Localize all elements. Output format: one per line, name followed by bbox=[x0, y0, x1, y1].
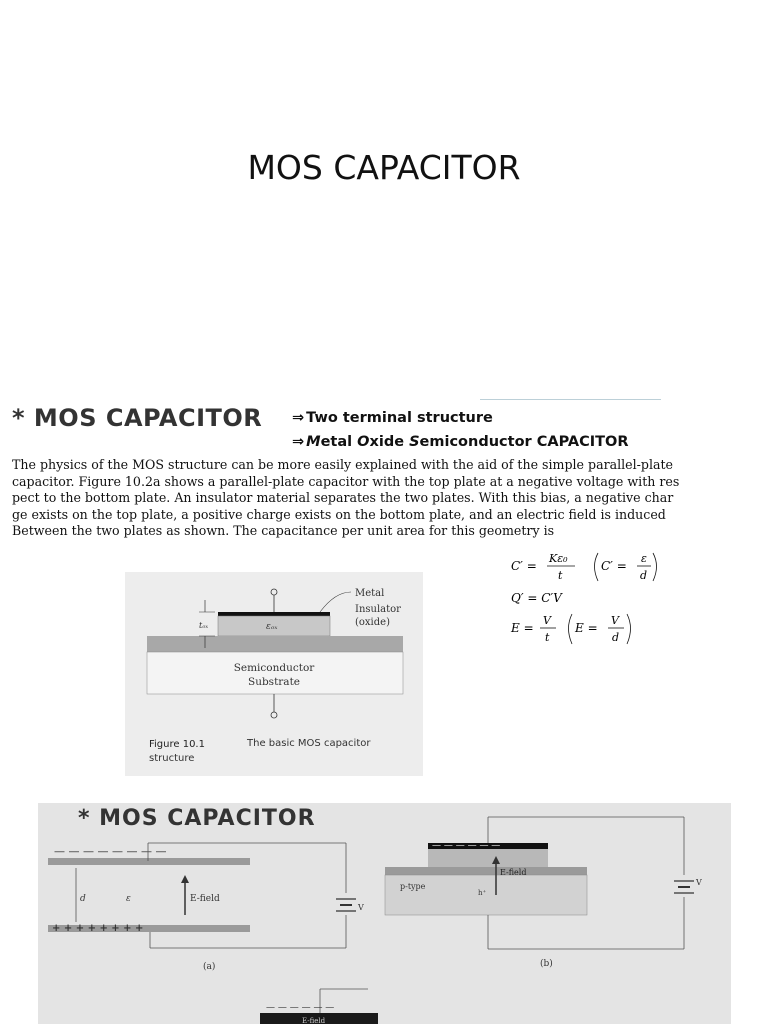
v-label-b: V bbox=[696, 878, 702, 887]
substrate-label-1: Semiconductor bbox=[233, 662, 315, 674]
caption-a: (a) bbox=[203, 962, 216, 972]
svg-text:— — — — — — — —: — — — — — — — — bbox=[54, 845, 167, 858]
efield-label-a: E-field bbox=[190, 894, 220, 904]
eq1-lhs: C′ = bbox=[511, 559, 537, 573]
bullet-mos-definition bbox=[292, 434, 629, 450]
eq3-denominator: t bbox=[545, 631, 550, 644]
epsilon-label: ε bbox=[126, 894, 131, 904]
eq1-denominator: t bbox=[558, 569, 563, 582]
explanation-paragraph bbox=[12, 457, 760, 540]
caption-b: (b) bbox=[540, 959, 553, 969]
figure-caption-line2: structure bbox=[149, 753, 195, 764]
substrate-label-2: Substrate bbox=[248, 676, 300, 688]
metal-label: Metal bbox=[355, 588, 385, 599]
slide-title: MOS CAPACITOR bbox=[247, 148, 521, 187]
equation-charge: Q′ = C′V bbox=[511, 591, 562, 605]
implies-arrow-icon: ⇒ bbox=[292, 434, 305, 450]
figure-caption-text: The basic MOS capacitor bbox=[247, 738, 371, 749]
svg-text:— — — — — —: — — — — — — bbox=[266, 1003, 335, 1013]
bullet-letter-s: S bbox=[409, 434, 420, 450]
eq3-alt-denominator: d bbox=[612, 631, 620, 644]
efield-label-c: E-field bbox=[302, 1017, 326, 1024]
paragraph-line: pect to the bottom plate. An insulator material separates the two plates. With this bias, a negative char bbox=[12, 490, 674, 506]
oxide-label: (oxide) bbox=[355, 617, 390, 628]
figure-mos-capacitor-bias bbox=[38, 803, 731, 1024]
eq1-alt-numerator: ε bbox=[641, 552, 647, 565]
bullet-text: Two terminal structure bbox=[306, 410, 493, 426]
insulator-label: Insulator bbox=[355, 604, 401, 615]
paragraph-line: The physics of the MOS structure can be more easily explained with the aid of the simple parallel-plate bbox=[12, 457, 674, 472]
eq3-alt-numerator: V bbox=[611, 614, 619, 627]
figure-caption-number: Figure 10.1 bbox=[149, 739, 205, 750]
divider-line bbox=[480, 399, 661, 400]
paragraph-line: Between the two plates as shown. The capacitance per unit area for this geometry is bbox=[12, 523, 555, 539]
bullet-word-metal: etal bbox=[320, 434, 358, 450]
capacitance-equations bbox=[505, 548, 675, 658]
bullet-letter-m: M bbox=[306, 434, 321, 450]
eq1-alt-denominator: d bbox=[640, 569, 648, 582]
figure-basic-mos-capacitor bbox=[125, 572, 423, 776]
hole-label: h⁺ bbox=[478, 889, 487, 897]
eq1-alt-lhs: C′ = bbox=[601, 559, 627, 573]
figure2-heading: * MOS CAPACITOR bbox=[78, 806, 316, 831]
substrate-band bbox=[147, 636, 403, 652]
tox-label: tₒₓ bbox=[199, 621, 209, 630]
d-label: d bbox=[80, 894, 86, 904]
bullet-word-oxide: xide bbox=[369, 434, 410, 450]
svg-text:+ + + + + +: + + + + + + + + bbox=[52, 923, 144, 934]
v-label-a: V bbox=[358, 903, 364, 912]
eq3-numerator: V bbox=[543, 614, 551, 627]
svg-text:— — — — — —: — — — — — — bbox=[432, 841, 501, 851]
bullet-letter-o: O bbox=[357, 434, 370, 450]
ptype-label: p-type bbox=[400, 882, 426, 891]
eq3-alt-lhs: E = bbox=[575, 621, 598, 635]
implies-arrow-icon: ⇒ bbox=[292, 410, 305, 426]
efield-label-b: E-field bbox=[500, 868, 527, 877]
eox-label: εₒₓ bbox=[266, 622, 278, 632]
section-heading: * MOS CAPACITOR bbox=[12, 404, 263, 432]
paragraph-line: capacitor. Figure 10.2a shows a parallel-plate capacitor with the top plate at a negative voltage with res bbox=[12, 473, 680, 489]
metal-layer bbox=[218, 612, 330, 616]
paragraph-line: ge exists on the top plate, a positive charge exists on the bottom plate, and an electric field is induced bbox=[12, 506, 666, 522]
eq1-numerator: Kε₀ bbox=[549, 552, 568, 565]
bullet-two-terminal bbox=[292, 410, 493, 426]
equation-field bbox=[510, 614, 631, 644]
equation-capacitance bbox=[511, 552, 657, 582]
bullet-word-semiconductor: emiconductor CAPACITOR bbox=[419, 434, 629, 450]
eq3-lhs: E = bbox=[511, 621, 534, 635]
